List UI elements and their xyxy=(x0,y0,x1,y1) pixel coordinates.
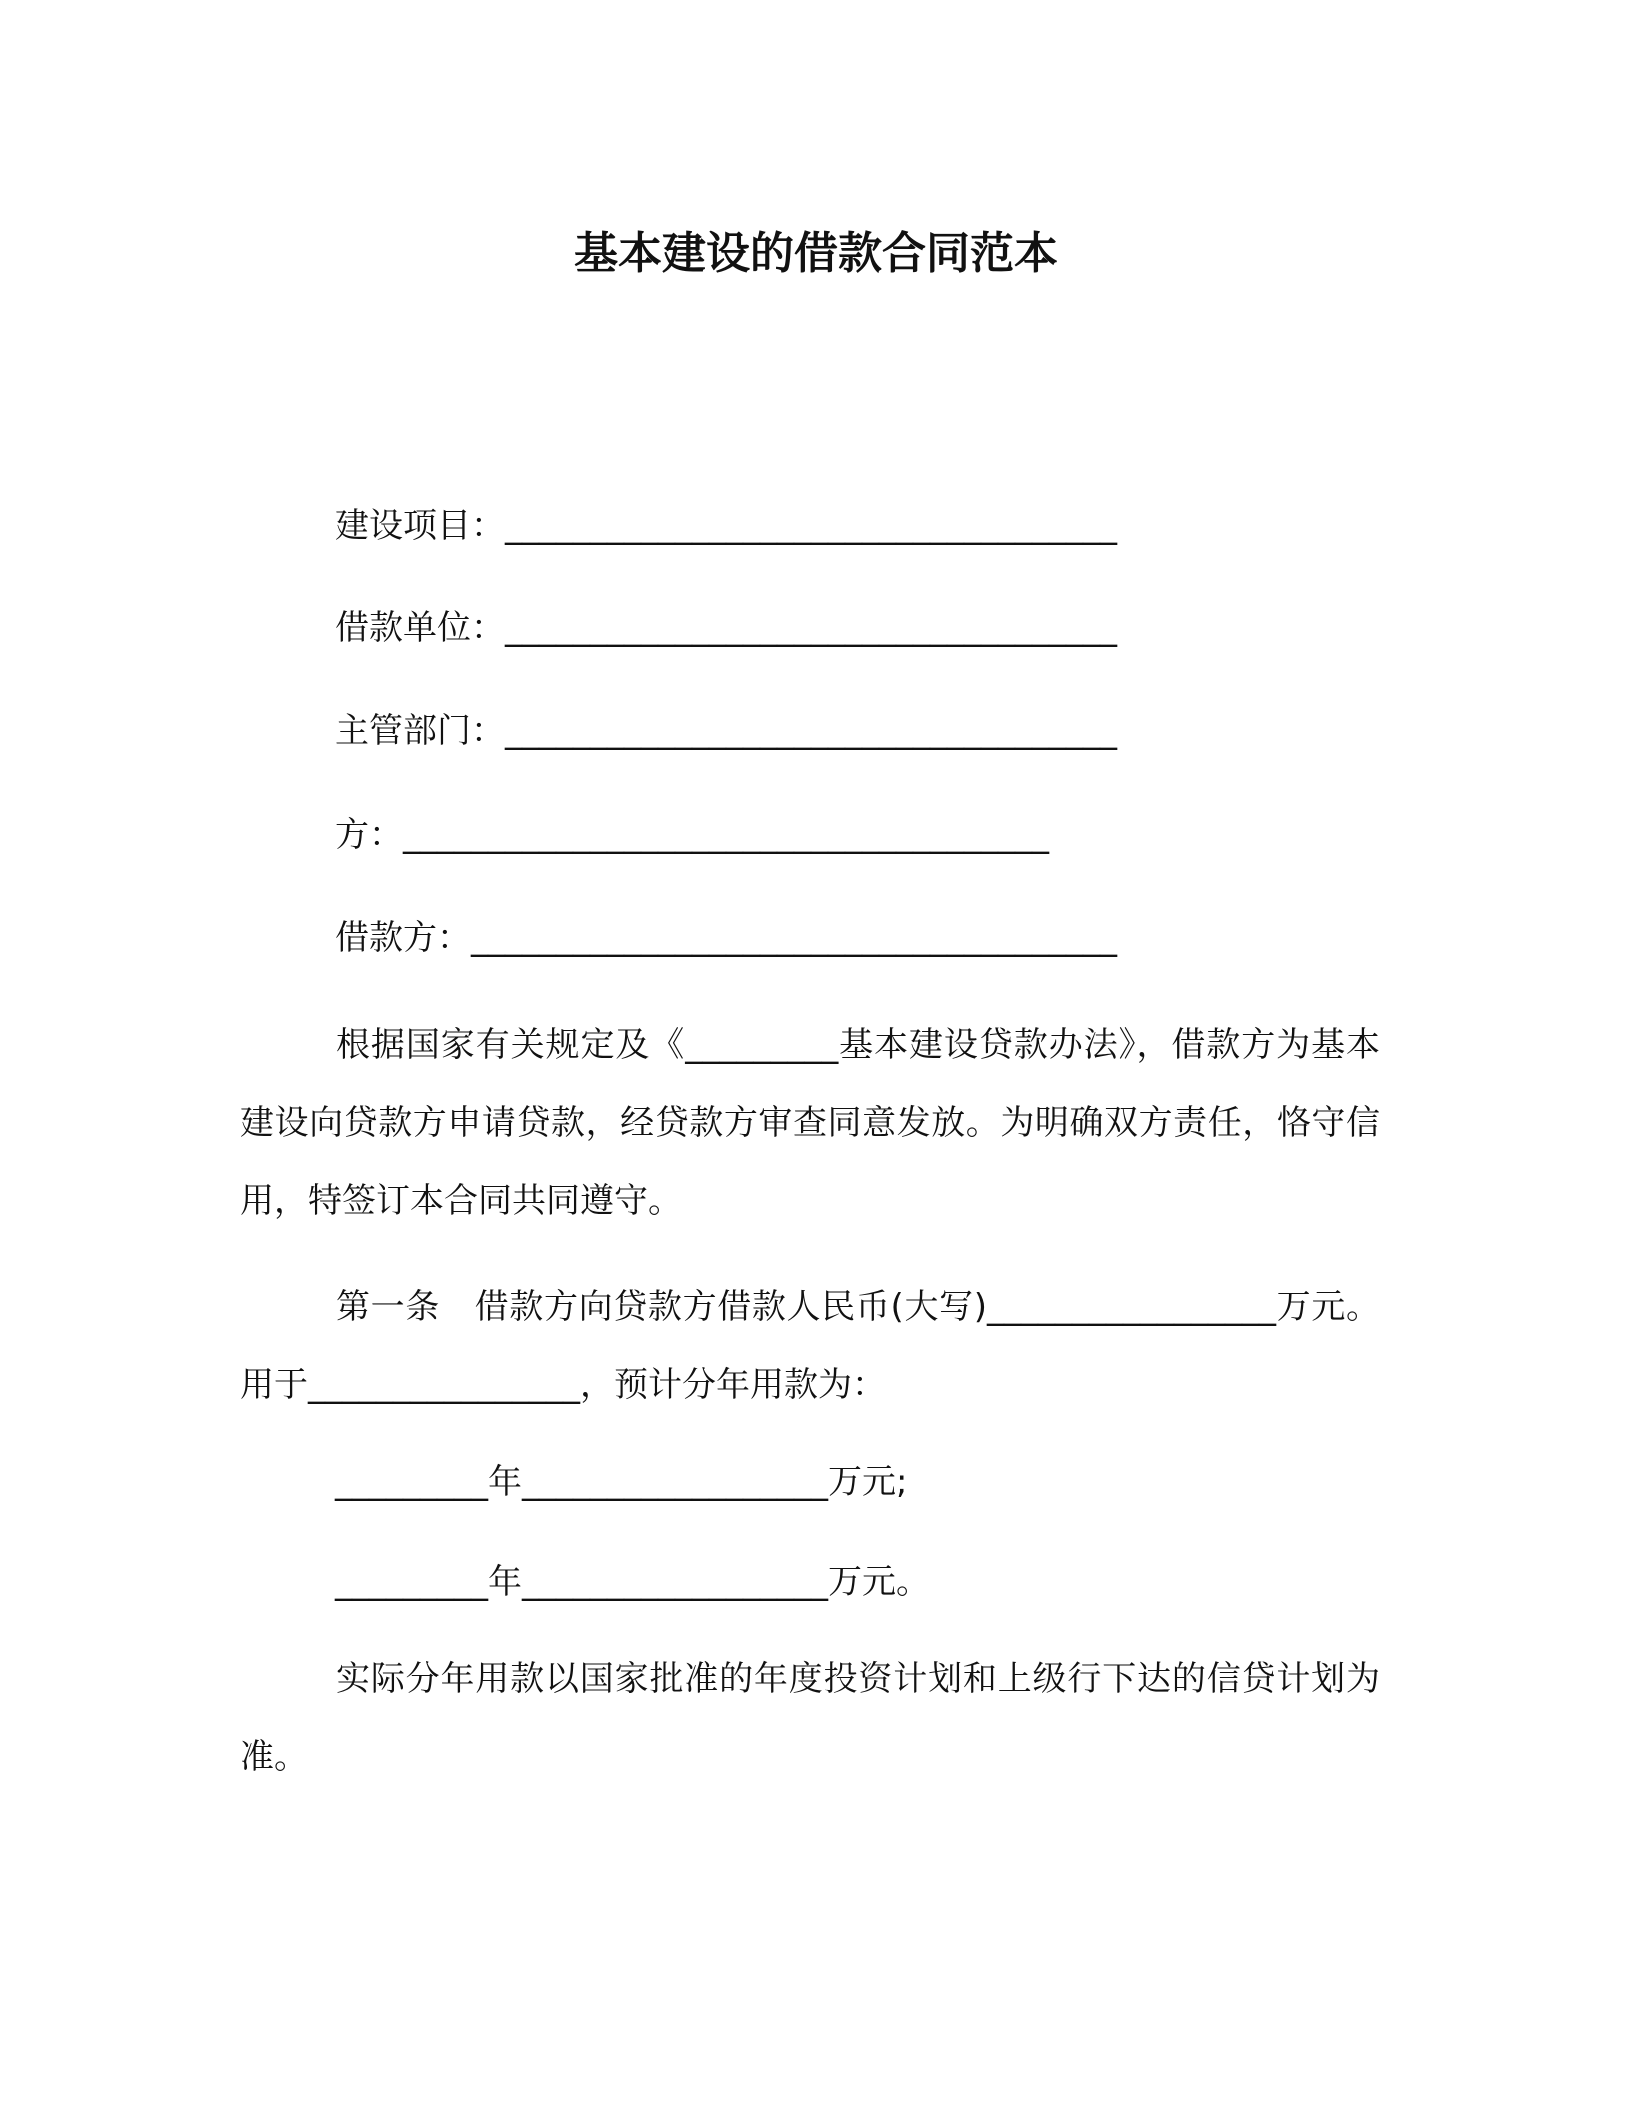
field-lender-party: 方：______________________________________ xyxy=(335,815,1049,855)
closing-paragraph: 实际分年用款以国家批准的年度投资计划和上级行下达的信贷计划为准。 xyxy=(240,1659,1380,1777)
field-borrowing-unit: 借款单位：____________________________________ xyxy=(335,608,1117,648)
yearly-amount-line-1: _________年__________________万元; xyxy=(335,1462,908,1502)
field-borrower-party: 借款方：______________________________________ xyxy=(335,918,1117,958)
article-one-paragraph: 第一条 借款方向贷款方借款人民币(大写)_________________万元。用于________________，预计分年用款为： xyxy=(240,1287,1380,1405)
field-construction-project: 建设项目：____________________________________ xyxy=(335,506,1117,546)
yearly-amount-line-2: _________年__________________万元。 xyxy=(335,1562,930,1602)
field-supervising-department: 主管部门：____________________________________ xyxy=(335,711,1117,751)
document-title: 基本建设的借款合同范本 xyxy=(574,228,1058,279)
preamble-paragraph: 根据国家有关规定及《_________基本建设贷款办法》，借款方为基本建设向贷款方申请贷款，经贷款方审查同意发放。为明确双方责任，恪守信用，特签订本合同共同遵守。 xyxy=(240,1025,1380,1221)
